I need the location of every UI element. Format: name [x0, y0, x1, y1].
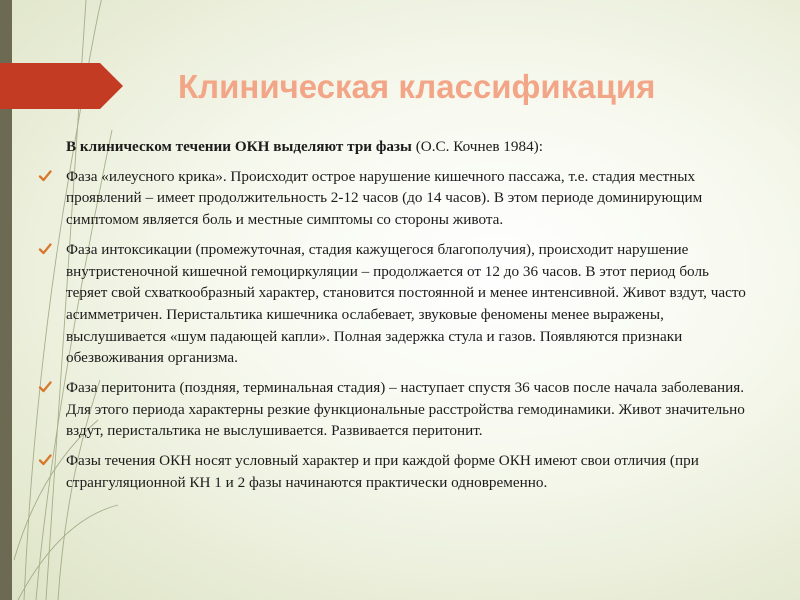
list-item	[38, 377, 750, 442]
list-item	[38, 239, 750, 369]
list-item-text: Фаза интоксикации (промежуточная, стадия кажущегося благополучия), происходит нарушение внутристеночной кишечной гемоциркуляции – продолжается от 12 до 36 часов. В этот период боль теряет свой схваткообразный характер, становится постоянной и менее интенсивной. Живот вздут, часто асимметричен. Перистальтика кишечника ослабевает, звуковые феномены менее выражены, выслушивается «шум падающей капли». Полная задержка стула и газов. Появляются признаки обезвоживания организма.	[66, 240, 746, 367]
checkmark-bullet-icon	[38, 453, 52, 467]
list-item-text: Фазы течения ОКН носят условный характер и при каждой форме ОКН имеют свои отличия (при странгуляционной КН 1 и 2 фазы начинаются практически одновременно.	[66, 452, 699, 491]
list-item-text: Фаза «илеусного крика». Происходит острое нарушение кишечного пассажа, т.е. стадия местных проявлений – имеет продолжительность 2-12 часов (до 14 часов). В этом периоде доминирующим симптомом является боль и местные симптомы со стороны живота.	[66, 167, 703, 229]
checkmark-bullet-icon	[38, 242, 52, 256]
list-item-text: Фаза перитонита (поздняя, терминальная стадия) – наступает спустя 36 часов после начала заболевания. Для этого периода характерны резкие функциональные расстройства гемодинамики. Живот значительно вздут, перистальтика не выслушивается. Развивается перитонит.	[66, 379, 745, 440]
checkmark-bullet-icon	[38, 380, 52, 394]
checkmark-bullet-icon	[38, 169, 52, 183]
slide-title: Клиническая классификация	[178, 68, 656, 105]
list-item	[38, 166, 750, 231]
list-item	[38, 450, 750, 493]
intro-line	[66, 136, 750, 158]
intro-bold: В клиническом течении ОКН выделяют три фазы	[66, 138, 412, 155]
slide-content	[38, 136, 750, 502]
title-tab	[0, 63, 123, 109]
intro-normal: (О.С. Кочнев 1984):	[411, 138, 543, 155]
